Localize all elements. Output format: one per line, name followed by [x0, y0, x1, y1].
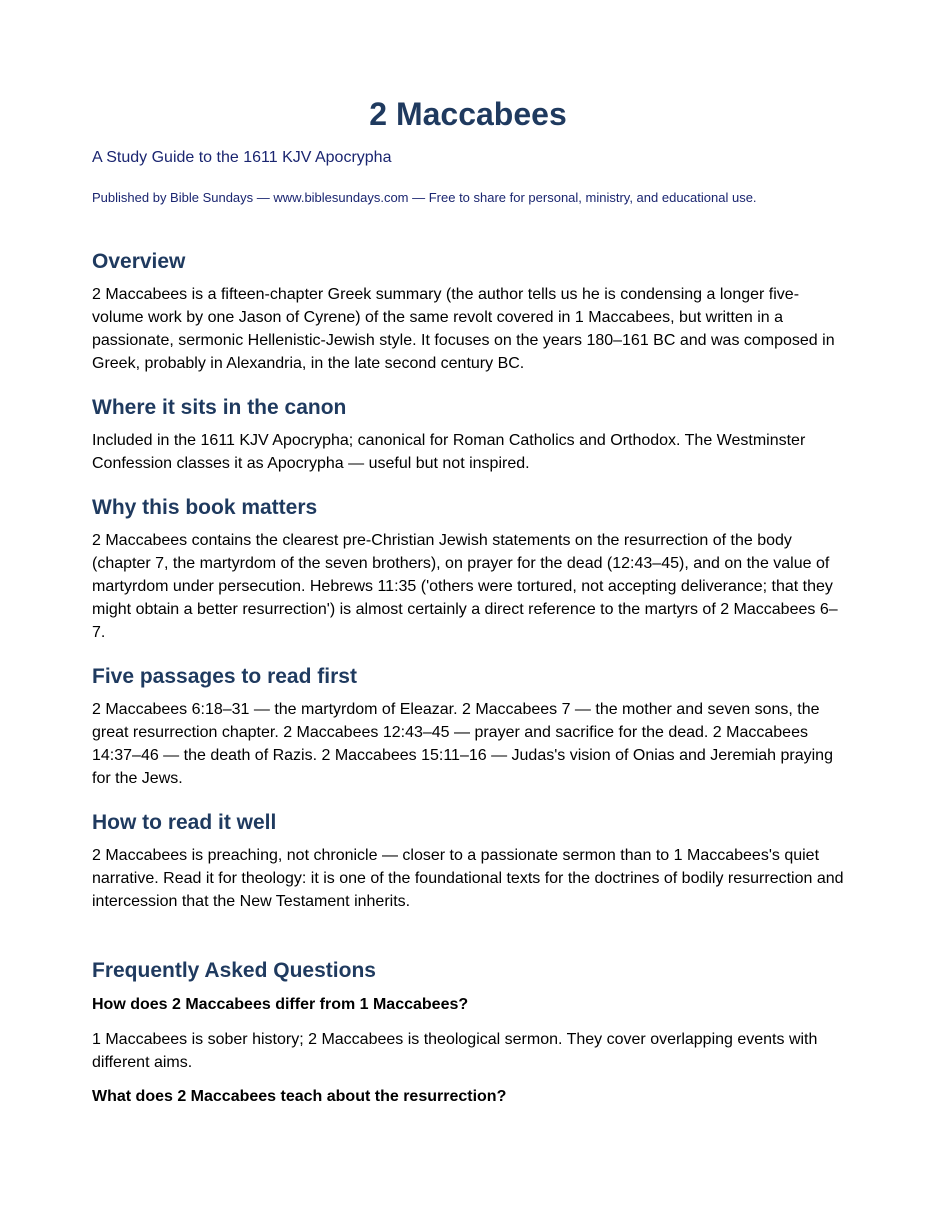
section-how-to-read — [92, 809, 844, 913]
section-heading: How to read it well — [92, 811, 277, 834]
section-five-passages — [92, 663, 844, 790]
section-overview — [92, 248, 844, 375]
section-body: 2 Maccabees is a fifteen-chapter Greek summary (the author tells us he is condensing a longer five-volume work by one Jason of Cyrene) of the same revolt covered in 1 Maccabees, but written in a passionate, sermonic Hellenistic-Jewish style. It focuses on the years 180–161 BC and was composed in Greek, probably in Alexandria, in the late second century BC. — [92, 286, 835, 372]
faq-question: What does 2 Maccabees teach about the resurrection? — [92, 1088, 507, 1105]
faq-question: How does 2 Maccabees differ from 1 Maccabees? — [92, 996, 469, 1013]
faq-answer: 1 Maccabees is sober history; 2 Maccabees is theological sermon. They cover overlapping events with different aims. — [92, 1031, 818, 1071]
section-why-matters — [92, 494, 844, 644]
publisher-line: Published by Bible Sundays — www.biblesundays.com — Free to share for personal, ministry, and educational use. — [92, 190, 757, 205]
section-body: 2 Maccabees contains the clearest pre-Christian Jewish statements on the resurrection of the body (chapter 7, the martyrdom of the seven brothers), on prayer for the dead (12:43–45), and on the value of martyrdom under persecution. Hebrews 11:35 ('others were tortured, not accepting deliverance; that they might obtain a better resurrection') is almost certainly a direct reference to the martyrs of 2 Maccabees 6–7. — [92, 532, 838, 641]
section-body: Included in the 1611 KJV Apocrypha; canonical for Roman Catholics and Orthodox. The Westminster Confession classes it as Apocrypha — useful but not inspired. — [92, 432, 806, 472]
section-body: 2 Maccabees 6:18–31 — the martyrdom of Eleazar. 2 Maccabees 7 — the mother and seven sons, the great resurrection chapter. 2 Maccabees 12:43–45 — prayer and sacrifice for the dead. 2 Maccabees 14:37–46 — the death of Razis. 2 Maccabees 15:11–16 — Judas's vision of Onias and Jeremiah praying for the Jews. — [92, 701, 833, 787]
faq-heading: Frequently Asked Questions — [92, 959, 376, 982]
section-body: 2 Maccabees is preaching, not chronicle — closer to a passionate sermon than to 1 Maccabees's quiet narrative. Read it for theology: it is one of the foundational texts for the doctrines of bodily resurrection and intercession that the New Testament inherits. — [92, 847, 844, 910]
faq-section — [92, 957, 844, 1108]
section-heading: Why this book matters — [92, 496, 318, 519]
page-title: 2 Maccabees — [369, 96, 567, 132]
section-heading: Five passages to read first — [92, 665, 357, 688]
page-subtitle: A Study Guide to the 1611 KJV Apocrypha — [92, 149, 392, 166]
section-heading: Overview — [92, 250, 186, 273]
section-heading: Where it sits in the canon — [92, 396, 347, 419]
section-canon — [92, 394, 844, 475]
